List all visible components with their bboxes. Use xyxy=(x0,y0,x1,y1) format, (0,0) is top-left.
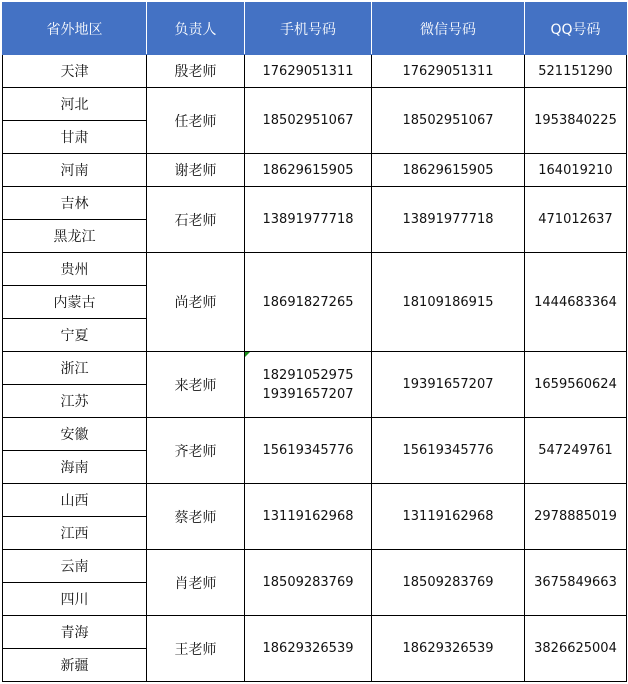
person-cell: 肖老师 xyxy=(147,550,245,616)
wechat-cell: 18629326539 xyxy=(372,616,525,682)
region-cell: 甘肃 xyxy=(3,121,147,154)
phone-number: 18291052975 xyxy=(262,367,354,383)
table-row xyxy=(3,187,627,220)
header-person: 负责人 xyxy=(147,3,245,55)
table-row xyxy=(3,418,627,451)
person-cell: 石老师 xyxy=(147,187,245,253)
contact-table xyxy=(2,2,627,682)
wechat-cell: 17629051311 xyxy=(372,55,525,88)
person-cell: 任老师 xyxy=(147,88,245,154)
phone-cell xyxy=(245,550,372,616)
phone-number: 13891977718 xyxy=(262,212,354,227)
person-cell: 尚老师 xyxy=(147,253,245,352)
region-cell: 山西 xyxy=(3,484,147,517)
wechat-cell: 13891977718 xyxy=(372,187,525,253)
phone-number: 18509283769 xyxy=(262,575,354,590)
phone-cell xyxy=(245,253,372,352)
phone-cell xyxy=(245,616,372,682)
phone-number: 18691827265 xyxy=(262,294,354,310)
person-cell: 王老师 xyxy=(147,616,245,682)
region-cell: 新疆 xyxy=(3,649,147,682)
person-cell: 齐老师 xyxy=(147,418,245,484)
region-cell: 安徽 xyxy=(3,418,147,451)
wechat-cell: 13119162968 xyxy=(372,484,525,550)
wechat-cell: 18109186915 xyxy=(372,253,525,352)
phone-cell xyxy=(245,154,372,187)
phone-number: 18502951067 xyxy=(262,113,354,128)
table-row xyxy=(3,88,627,121)
phone-number: 15619345776 xyxy=(262,443,354,458)
region-cell: 江西 xyxy=(3,517,147,550)
table-row xyxy=(3,550,627,583)
person-cell: 蔡老师 xyxy=(147,484,245,550)
wechat-cell: 15619345776 xyxy=(372,418,525,484)
header-qq: QQ号码 xyxy=(525,3,627,55)
wechat-cell: 18509283769 xyxy=(372,550,525,616)
phone-number: 19391657207 xyxy=(262,386,354,402)
region-cell: 河南 xyxy=(3,154,147,187)
table-row xyxy=(3,616,627,649)
phone-number: 18629615905 xyxy=(262,162,354,178)
region-cell: 青海 xyxy=(3,616,147,649)
phone-number: 17629051311 xyxy=(262,63,354,79)
table-row xyxy=(3,484,627,517)
region-cell: 贵州 xyxy=(3,253,147,286)
person-cell: 来老师 xyxy=(147,352,245,418)
table-row xyxy=(3,55,627,88)
phone-cell xyxy=(245,484,372,550)
table-row xyxy=(3,253,627,286)
header-region: 省外地区 xyxy=(3,3,147,55)
person-cell: 谢老师 xyxy=(147,154,245,187)
qq-cell: 471012637 xyxy=(525,187,627,253)
table-body xyxy=(3,55,627,682)
phone-cell xyxy=(245,418,372,484)
phone-cell xyxy=(245,55,372,88)
header-phone: 手机号码 xyxy=(245,3,372,55)
wechat-cell: 18502951067 xyxy=(372,88,525,154)
region-cell: 四川 xyxy=(3,583,147,616)
table-row xyxy=(3,154,627,187)
phone-cell xyxy=(245,88,372,154)
cell-comment-marker xyxy=(245,352,250,357)
person-cell: 殷老师 xyxy=(147,55,245,88)
table-row xyxy=(3,352,627,385)
qq-cell: 547249761 xyxy=(525,418,627,484)
qq-cell: 2978885019 xyxy=(525,484,627,550)
qq-cell: 1444683364 xyxy=(525,253,627,352)
qq-cell: 1659560624 xyxy=(525,352,627,418)
phone-number: 13119162968 xyxy=(262,509,354,524)
phone-cell xyxy=(245,352,372,418)
qq-cell: 164019210 xyxy=(525,154,627,187)
region-cell: 黑龙江 xyxy=(3,220,147,253)
phone-cell xyxy=(245,187,372,253)
region-cell: 浙江 xyxy=(3,352,147,385)
qq-cell: 1953840225 xyxy=(525,88,627,154)
region-cell: 天津 xyxy=(3,55,147,88)
region-cell: 河北 xyxy=(3,88,147,121)
region-cell: 云南 xyxy=(3,550,147,583)
region-cell: 江苏 xyxy=(3,385,147,418)
region-cell: 内蒙古 xyxy=(3,286,147,319)
region-cell: 吉林 xyxy=(3,187,147,220)
wechat-cell: 19391657207 xyxy=(372,352,525,418)
region-cell: 海南 xyxy=(3,451,147,484)
phone-number: 18629326539 xyxy=(262,641,354,656)
qq-cell: 3675849663 xyxy=(525,550,627,616)
header-row xyxy=(3,3,627,55)
region-cell: 宁夏 xyxy=(3,319,147,352)
wechat-cell: 18629615905 xyxy=(372,154,525,187)
qq-cell: 3826625004 xyxy=(525,616,627,682)
qq-cell: 521151290 xyxy=(525,55,627,88)
header-wechat: 微信号码 xyxy=(372,3,525,55)
